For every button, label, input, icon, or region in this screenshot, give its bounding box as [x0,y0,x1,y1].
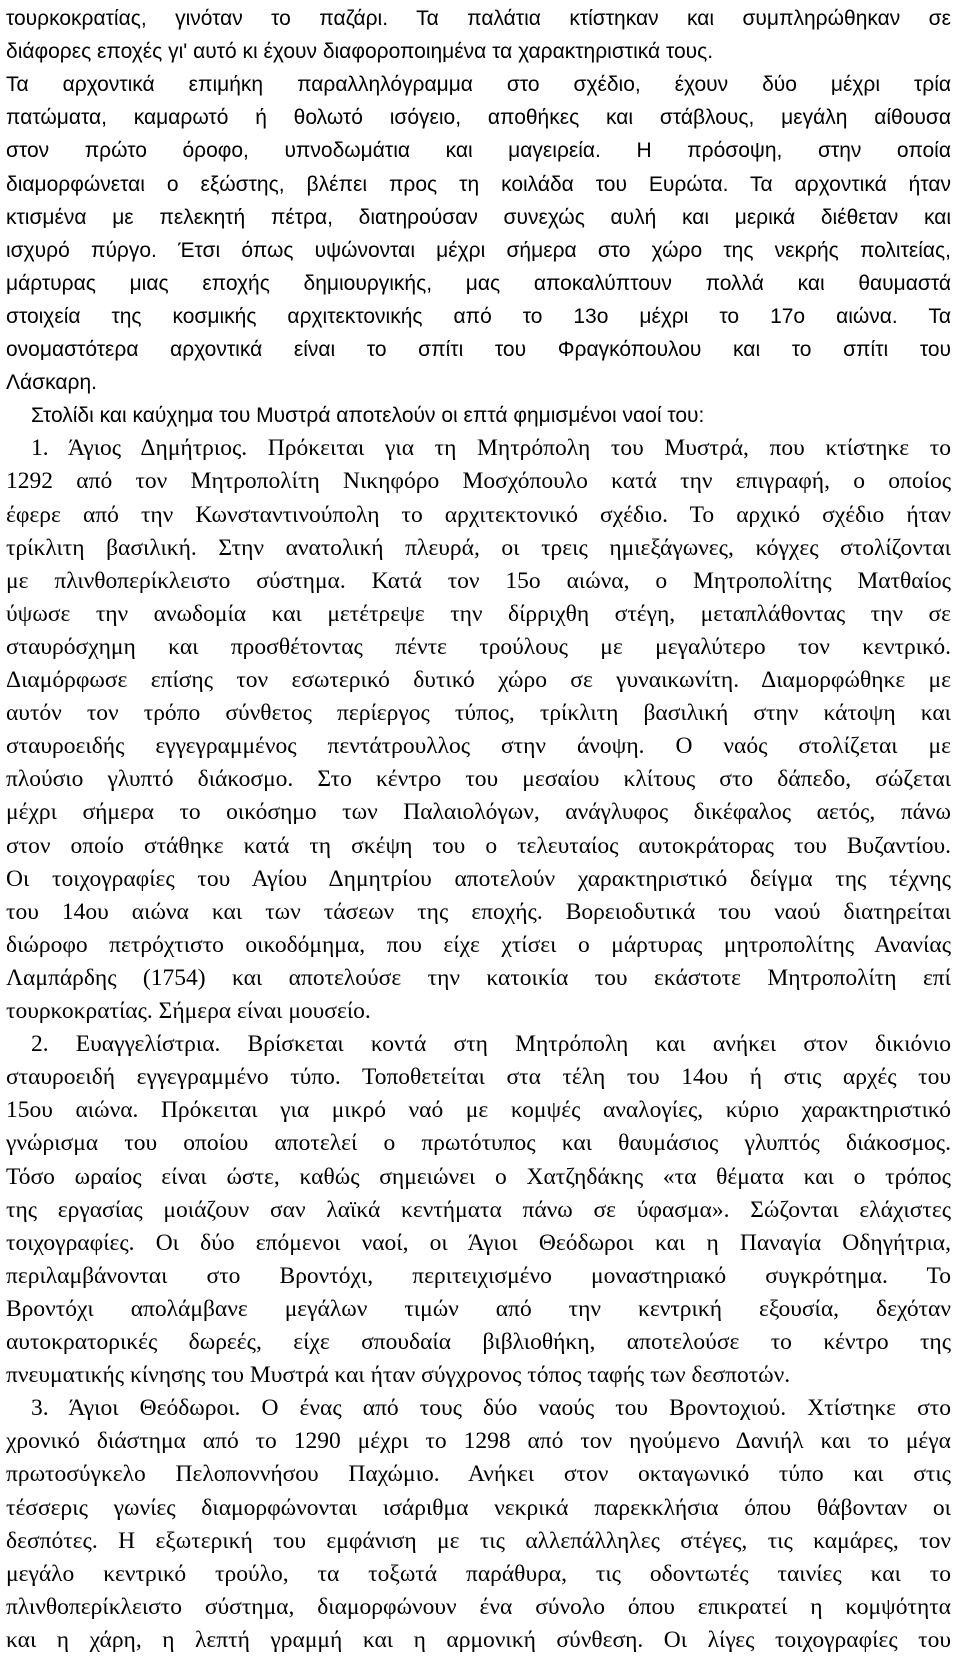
text-line: Λαμπάρδης (1754) και αποτελούσε την κατοικία του εκάστοτε Μητροπολίτη επί [6,964,951,991]
text-line: πνευματικής κίνησης του Μυστρά και ήταν σύγχρονος τόπος ταφής των δεσποτών. [6,1362,791,1389]
text-line: τουρκοκρατίας, γινόταν το παζάρι. Τα παλάτια κτίστηκαν και συμπληρώθηκαν σε [6,7,951,30]
text-line: πρωτοσύγκελο Πελοποννήσου Παχώμιο. Ανήκει στον οκταγωνικό τύπο και στις [6,1461,951,1488]
text-line: μάρτυρας μιας εποχής δημιουργικής, μας αποκαλύπτουν πολλά και θαυμαστά [6,271,951,295]
text-line: Λάσκαρη. [6,371,97,395]
text-line: του 14ου αιώνα και των τάσεων της εποχής. Βορειοδυτικά του ναού διατηρείται [6,898,951,925]
text-line: πλινθοπερίκλειστο σύστημα, διαμορφώνουν ένα σύνολο όπου επικρατεί η κομψότητα [6,1593,951,1620]
text-line: ονομαστότερα αρχοντικά είναι το σπίτι του Φραγκόπουλου και το σπίτι του [6,338,951,361]
text-line: διαμορφώνεται ο εξώστης, βλέπει προς τη κοιλάδα του Ευρώτα. Τα αρχοντικά ήταν [6,172,951,196]
text-line: χρονικό διάστημα από το 1290 μέχρι το 1298 από τον ηγούμενο Δανιήλ και το μέγα [6,1428,951,1455]
text-line: Τα αρχοντικά επιμήκη παραλληλόγραμμα στο σχέδιο, έχουν δύο μέχρι τρία [6,73,951,97]
text-line: 15ου αιώνα. Πρόκειται για μικρό ναό με κομψές αναλογίες, κύριο χαρακτηριστικό [6,1097,951,1124]
text-line: Βροντόχι απολάμβανε μεγάλων τιμών από την κεντρική εξουσία, δεχόταν [6,1295,951,1322]
text-line: σταυρόσχημη και προσθέτοντας πέντε τρούλους με μεγαλύτερο τον κεντρικό. [6,633,951,660]
text-line: αυτόν τον τρόπο σύνθετος περίεργος τύπος, τρίκλιτη βασιλική στην κάτοψη και [6,700,951,727]
text-line: Οι τοιχογραφίες του Αγίου Δημητρίου αποτελούν χαρακτηριστικό δείγμα της τέχνης [6,865,951,892]
text-line: έφερε από την Κωνσταντινούπολη το αρχιτεκτονικό σχέδιο. Το αρχικό σχέδιο ήταν [6,501,951,528]
text-line: κτισμένα με πελεκητή πέτρα, διατηρούσαν συνεχώς αυλή και μερικά διέθεταν και [6,205,951,229]
text-line: δεσπότες. Η εξωτερική του εμφάνιση με τις αλλεπάλληλες στέγες, τις καμάρες, τον [6,1527,951,1554]
text-line: τοιχογραφίες. Οι δύο επόμενοι ναοί, οι Άγιοι Θεόδωροι και η Παναγία Οδηγήτρια, [6,1229,951,1256]
text-line: Τόσο ωραίος είναι ώστε, καθώς σημειώνει ο Χατζηδάκης «τα θέματα και ο τρόπος [6,1163,951,1190]
text-line: τρίκλιτη βασιλική. Στην ανατολική πλευρά, οι τρεις ημιεξάγωνες, κόγχες στολίζονται [6,534,951,561]
text-line: ύψωσε την ανωδομία και μετέτρεψε την δίρριχθη στέγη, μεταπλάθοντας την σε [6,600,951,627]
text-line: 3. Άγιοι Θεόδωροι. Ο ένας από τους δύο ναούς του Βροντοχιού. Χτίστηκε στο [31,1395,951,1422]
text-line: γνώρισμα του οποίου αποτελεί ο πρωτότυπος και θαυμάσιος γλυπτός διάκοσμος. [6,1130,951,1157]
text-line: σταυροειδής εγγεγραμμένος πεντάτρουλλος στην άνοψη. Ο ναός στολίζεται με [6,733,951,760]
text-line: 2. Ευαγγελίστρια. Βρίσκεται κοντά στη Μητρόπολη και ανήκει στον δικιόνιο [31,1031,951,1058]
text-line: στοιχεία της κοσμικής αρχιτεκτονικής από το 13ο μέχρι το 17ο αιώνα. Τα [6,304,951,328]
text-line: αυτοκρατορικές δωρεές, είχε σπουδαία βιβλιοθήκη, αποτελούσε το κέντρο της [6,1329,951,1355]
text-line: πατώματα, καμαρωτό ή θολωτό ισόγειο, αποθήκες και στάβλους, μεγάλη αίθουσα [6,106,951,130]
text-line: ισχυρό πύργο. Έτσι όπως υψώνονται μέχρι σήμερα στο χώρο της νεκρής πολιτείας, [6,238,951,262]
text-line: και η χάρη, η λεπτή γραμμή και η αρμονική σύνθεση. Οι λίγες τοιχογραφίες του [6,1626,951,1653]
text-line: διώροφο πετρόχτιστο οικοδόμημα, που είχε χτίσει ο μάρτυρας μητροπολίτης Ανανίας [6,931,951,958]
text-line: τουρκοκρατίας. Σήμερα είναι μουσείο. [6,998,371,1024]
text-line: τέσσερις γωνίες διαμορφώνονται ισάριθμα νεκρικά παρεκκλήσια όπου θάβονταν οι [6,1494,951,1521]
text-line: περιλαμβάνονται στο Βροντόχι, περιτειχισμένο μοναστηριακό συγκρότημα. Το [6,1262,951,1289]
text-line: σταυροειδή εγγεγραμμένο τύπο. Τοποθετείται στα τέλη του 14ου ή στις αρχές του [6,1064,951,1091]
text-line: στον οποίο στάθηκε κατά τη σκέψη του ο τελευταίος αυτοκράτορας του Βυζαντίου. [6,832,951,859]
text-line: πλούσιο γλυπτό διάκοσμο. Στο κέντρο του μεσαίου κλίτους στο δάπεδο, σώζεται [6,766,951,793]
text-line: Διαμόρφωσε επίσης τον εσωτερικό δυτικό χώρο σε γυναικωνίτη. Διαμορφώθηκε με [6,667,951,693]
text-line: με πλινθοπερίκλειστο σύστημα. Κατά τον 15ο αιώνα, ο Μητροπολίτης Ματθαίος [6,567,951,594]
text-line: στον πρώτο όροφο, υπνοδωμάτια και μαγειρεία. Η πρόσοψη, στην οποία [6,139,951,163]
text-line: μεγάλο κεντρικό τρούλο, τα τοξωτά παράθυρα, τις οδοντωτές ταινίες και το [6,1560,951,1587]
text-line: διάφορες εποχές γι' αυτό κι έχουν διαφοροποιημένα τα χαρακτηριστικά τους. [6,40,714,64]
text-line: μέχρι σήμερα το οικόσημο των Παλαιολόγων, ανάγλυφος δικέφαλος αετός, πάνω [6,799,951,826]
text-line: 1. Άγιος Δημήτριος. Πρόκειται για τη Μητρόπολη του Μυστρά, που κτίστηκε το [31,435,951,462]
text-line: 1292 από τον Μητροπολίτη Νικηφόρο Μοσχόπουλο κατά την επιγραφή, ο οποίος [6,468,951,495]
text-line: της εργασίας μοιάζουν σαν λαϊκά κεντήματα πάνω σε ύφασμα». Σώζονται ελάχιστες [6,1196,951,1223]
text-line: Στολίδι και καύχημα του Μυστρά αποτελούν οι επτά φημισμένοι ναοί του: [31,404,705,428]
